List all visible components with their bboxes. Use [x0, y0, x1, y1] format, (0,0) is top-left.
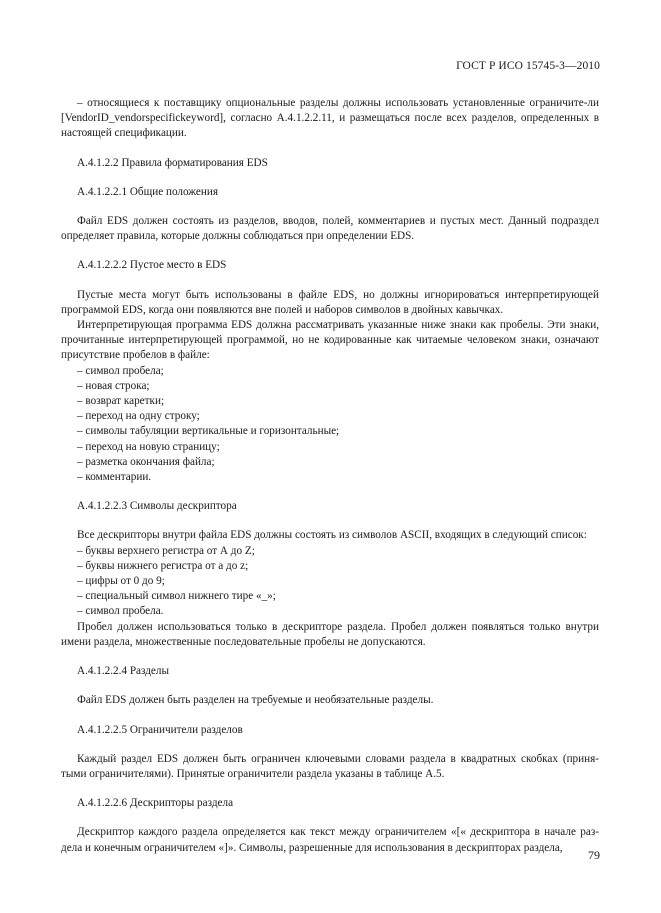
list-item: – буквы нижнего регистра от а до z; — [77, 559, 249, 572]
heading-a412224: А.4.1.2.2.4 Разделы — [77, 665, 169, 678]
heading-a412223: А.4.1.2.2.3 Символы дескриптора — [77, 500, 237, 513]
document-code-header: ГОСТ Р ИСО 15745-3—2010 — [456, 60, 600, 72]
list-item: – новая строка; — [77, 379, 150, 392]
list-item: – цифры от 0 до 9; — [77, 575, 165, 588]
paragraph-descriptor-chars: Все дескрипторы внутри файла EDS должны состоять из символов ASCII, входящих в следующий список: — [77, 529, 587, 542]
list-item: – символ пробела. — [77, 605, 164, 618]
list-item: – символ пробела; — [77, 364, 164, 377]
paragraph-space-rules: Пробел должен использоваться только в дескрипторе раздела. Пробел должен появляться только внутри имени раздела, множественные последовательные пробелы не допускаются. — [61, 620, 599, 648]
heading-a412225: А.4.1.2.2.5 Ограничители разделов — [77, 723, 243, 736]
paragraph-vendor-sections: – относящиеся к поставщику опциональные разделы должны использовать установленные ограничите-ли [VendorID_vendorspecifickeyword], согласно А.4.1.2.2.11, и размещаться после всех разделов, определенных в настоящей спецификации. — [61, 97, 599, 140]
whitespace-list — [61, 364, 599, 486]
list-item: – переход на одну строку; — [77, 410, 200, 423]
paragraph-section-descriptors: Дескриптор каждого раздела определяется как текст между ограничителем «[« дескриптора в начале раз-дела и конечным ограничителем «]». Символы, разрешенные для использования в дескрипторах раздела, — [61, 826, 599, 854]
heading-a412222: А.4.1.2.2.2 Пустое место в EDS — [77, 259, 227, 272]
paragraph-general: Файл EDS должен состоять из разделов, вводов, полей, комментариев и пустых мест. Данный подраздел определяет правила, которые должны соблюдаться при определении EDS. — [61, 215, 599, 243]
heading-a412226: А.4.1.2.2.6 Дескрипторы раздела — [77, 797, 234, 810]
list-item: – символы табуляции вертикальные и горизонтальные; — [77, 425, 340, 438]
document-body — [61, 96, 599, 856]
paragraph-delimiters: Каждый раздел EDS должен быть ограничен ключевыми словами раздела в квадратных скобках (приня-тыми ограничителями). Принятые ограничители раздела указаны в таблице А.5. — [61, 752, 599, 780]
paragraph-sections: Файл EDS должен быть разделен на требуемые и необязательные разделы. — [77, 694, 434, 707]
list-item: – комментарии. — [77, 471, 152, 484]
list-item: – переход на новую страницу; — [77, 440, 220, 453]
descriptor-chars-list — [61, 544, 599, 620]
list-item: – специальный символ нижнего тире «_»; — [77, 590, 276, 603]
list-item: – разметка окончания файла; — [77, 455, 215, 468]
paragraph-empty-space-2: Интерпретирующая программа EDS должна рассматривать указанные ниже знаки как пробелы. Эти знаки, прочитанные интерпретирующей программой, но не кодированные как читаемые человеком знаки, означают присутствие пробелов в файле: — [61, 319, 599, 362]
heading-a412221: А.4.1.2.2.1 Общие положения — [77, 185, 218, 198]
page-number: 79 — [588, 848, 600, 862]
list-item: – буквы верхнего регистра от А до Z; — [77, 544, 255, 557]
paragraph-empty-space-1: Пустые места могут быть использованы в файле EDS, но должны игнорироваться интерпретирующей программой EDS, когда они появляются вне полей и наборов символов в двойных кавычках. — [61, 288, 599, 316]
heading-a41222: А.4.1.2.2 Правила форматирования EDS — [77, 156, 268, 169]
list-item: – возврат каретки; — [77, 395, 165, 408]
